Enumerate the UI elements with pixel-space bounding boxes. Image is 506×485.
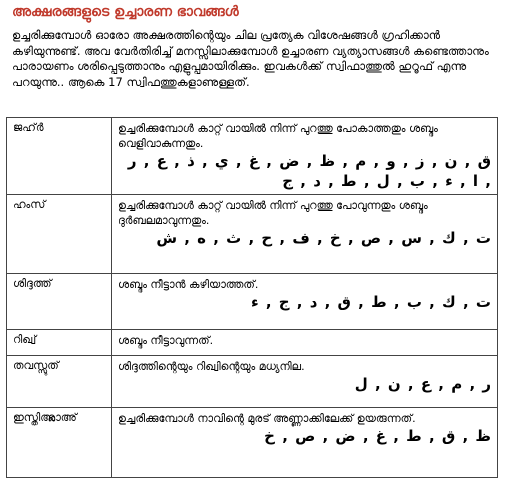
table-row [7, 118, 498, 195]
table-row [7, 330, 498, 356]
arabic-letters: ظ , ق , ط , غ , ض , ص , خ [264, 427, 491, 445]
table-row [7, 195, 498, 274]
arabic-letters: ت , ك , س , ص , خ , ف , ح , ث , ه , ش [156, 229, 491, 247]
property-name: തവസ്സുത് [7, 356, 112, 408]
property-description: ഉച്ചരിക്കുമ്പോൾ കാറ്റ് വായിൽ നിന്ന് പുറത്തു പോകാത്തതും ശബ്ദം വെളിവാകുന്നതും. [118, 122, 438, 150]
property-cell [112, 274, 498, 330]
property-name: ശിദ്ദത്ത് [7, 274, 112, 330]
arabic-letters: ر , م , ع , ن , ل [354, 375, 491, 393]
arabic-letters: ت , ك , ب , ط , ق , د , ج , ء [250, 293, 491, 311]
property-cell [112, 118, 498, 195]
property-cell [112, 195, 498, 274]
property-name: ഇസ്തിഅ്ലാഅ് [7, 408, 112, 478]
property-description: ശിദ്ദത്തിന്റെയും റിഖ്വിന്റെയും മധ്യനില. [118, 360, 305, 373]
property-cell [112, 356, 498, 408]
property-cell [112, 408, 498, 478]
letter-properties-table [6, 117, 498, 478]
property-name: ഹംസ് [7, 195, 112, 274]
property-description: ശബ്ദം നീട്ടാൻ കഴിയാത്തത്. [118, 278, 259, 291]
property-description: ശബ്ദം നീട്ടാവുന്നത്. [118, 334, 214, 347]
property-description: ഉച്ചരിക്കുമ്പോൾ കാറ്റ് വായിൽ നിന്ന് പുറത്തു പോവുന്നതും ശബ്ദം ദുർബലമാവുന്നതും. [118, 199, 428, 227]
arabic-letters: ق , ن , ز , و , م , ظ , ض , غ , ي , ذ , ع , ر , ا , ء , ب , ل , ط , د , ج [127, 152, 491, 190]
property-name: ജഹ്ർ [7, 118, 112, 195]
property-name: റിഖ്വ് [7, 330, 112, 356]
table-row [7, 274, 498, 330]
table-row [7, 356, 498, 408]
intro-paragraph: ഉച്ചരിക്കുമ്പോൾ ഓരോ അക്ഷരത്തിന്റെയും ചില പ്രത്യേക വിശേഷങ്ങൾ ഗ്രഹിക്കാൻ കഴിയുന്നുണ്ട്. അവ വേർതിരിച്ച് മനസ്സിലാക്കുമ്പോൾ ഉച്ചാരണ വ്യത്യാസങ്ങൾ കണ്ടെത്താനും പാരായണം ശരിപ്പെടുത്താനും എളുപ്പമായിരിക്കും. ഇവകൾക്ക് സ്വിഫാത്തുൽ ഹുറൂഫ് എന്നു പറയുന്നു.. ആകെ 17 സ്വിഫത്തുകളാണുള്ളത്. [12, 28, 489, 89]
table-row [7, 408, 498, 478]
property-cell [112, 330, 498, 356]
property-description: ഉച്ചരിക്കുമ്പോൾ നാവിന്റെ മുരട് അണ്ണാക്കിലേക്ക് ഉയരുന്നത്. [118, 412, 416, 425]
page-title: അക്ഷരങ്ങളുടെ ഉച്ചാരണ ഭാവങ്ങൾ [12, 4, 239, 20]
